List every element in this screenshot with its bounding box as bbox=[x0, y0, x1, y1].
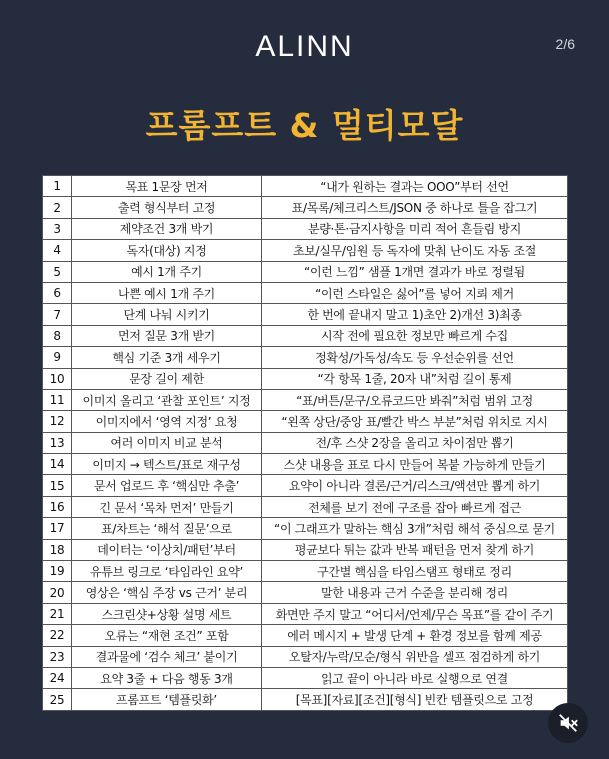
row-task: 이미지에서 ‘영역 지정’ 요청 bbox=[72, 411, 262, 432]
row-task: 데이터는 ‘이상치/패턴’부터 bbox=[72, 539, 262, 560]
row-number: 16 bbox=[43, 496, 72, 517]
row-task: 예시 1개 주기 bbox=[72, 261, 262, 282]
row-task: 제약조건 3개 박기 bbox=[72, 218, 262, 239]
table-row bbox=[43, 282, 568, 303]
table-row bbox=[43, 411, 568, 432]
table-row bbox=[43, 454, 568, 475]
row-description: 전/후 스샷 2장을 올리고 차이점만 뽑기 bbox=[262, 432, 568, 453]
table-row bbox=[43, 432, 568, 453]
row-task: 여러 이미지 비교 분석 bbox=[72, 432, 262, 453]
row-number: 8 bbox=[43, 325, 72, 346]
row-description: “이런 스타일은 싫어”를 넣어 지뢰 제거 bbox=[262, 282, 568, 303]
row-task: 영상은 ‘핵심 주장 vs 근거’ 분리 bbox=[72, 582, 262, 603]
row-description: 평균보다 튀는 값과 반복 패턴을 먼저 찾게 하기 bbox=[262, 539, 568, 560]
row-number: 23 bbox=[43, 646, 72, 667]
row-task: 핵심 기준 3개 세우기 bbox=[72, 347, 262, 368]
row-number: 6 bbox=[43, 282, 72, 303]
table-row bbox=[43, 625, 568, 646]
row-description: “이 그래프가 말하는 핵심 3개”처럼 해석 중심으로 묻기 bbox=[262, 518, 568, 539]
row-task: 독자(대상) 지정 bbox=[72, 240, 262, 261]
row-number: 11 bbox=[43, 389, 72, 410]
row-number: 2 bbox=[43, 197, 72, 218]
row-description: 화면만 주지 말고 “어디서/언제/무슨 목표”를 같이 주기 bbox=[262, 603, 568, 624]
row-number: 7 bbox=[43, 304, 72, 325]
row-task: 이미지 올리고 ‘관찰 포인트’ 지정 bbox=[72, 389, 262, 410]
table-row bbox=[43, 261, 568, 282]
table-row bbox=[43, 496, 568, 517]
row-number: 22 bbox=[43, 625, 72, 646]
row-description: 말한 내용과 근거 수준을 분리해 정리 bbox=[262, 582, 568, 603]
row-task: 단계 나눠 시키기 bbox=[72, 304, 262, 325]
row-number: 3 bbox=[43, 218, 72, 239]
row-task: 결과물에 ‘검수 체크’ 붙이기 bbox=[72, 646, 262, 667]
page-title: 프롬프트 & 멀티모달 bbox=[145, 106, 464, 145]
row-description: [목표][자료][조건][형식] 빈칸 템플릿으로 고정 bbox=[262, 689, 568, 711]
row-number: 20 bbox=[43, 582, 72, 603]
row-number: 5 bbox=[43, 261, 72, 282]
row-description: “내가 원하는 결과는 OOO”부터 선언 bbox=[262, 176, 568, 197]
row-description: 에러 메시지 + 발생 단계 + 환경 정보를 함께 제공 bbox=[262, 625, 568, 646]
row-description: 스샷 내용을 표로 다시 만들어 복붙 가능하게 만들기 bbox=[262, 454, 568, 475]
row-task: 요약 3줄 + 다음 행동 3개 bbox=[72, 667, 262, 688]
row-task: 유튜브 링크로 ‘타임라인 요약’ bbox=[72, 561, 262, 582]
row-task: 목표 1문장 먼저 bbox=[72, 176, 262, 197]
row-description: 읽고 끝이 아니라 바로 실행으로 연결 bbox=[262, 667, 568, 688]
row-task: 이미지 → 텍스트/표로 재구성 bbox=[72, 454, 262, 475]
table-row bbox=[43, 389, 568, 410]
row-number: 10 bbox=[43, 368, 72, 389]
table-row bbox=[43, 218, 568, 239]
row-number: 25 bbox=[43, 689, 72, 711]
row-number: 21 bbox=[43, 603, 72, 624]
row-task: 스크린샷+상황 설명 세트 bbox=[72, 603, 262, 624]
row-task: 프롬프트 ‘템플릿화’ bbox=[72, 689, 262, 711]
row-task: 오류는 “재현 조건” 포함 bbox=[72, 625, 262, 646]
row-number: 4 bbox=[43, 240, 72, 261]
row-number: 14 bbox=[43, 454, 72, 475]
row-description: “이런 느낌” 샘플 1개면 결과가 바로 정렬됨 bbox=[262, 261, 568, 282]
row-number: 9 bbox=[43, 347, 72, 368]
table-row bbox=[43, 689, 568, 711]
row-number: 15 bbox=[43, 475, 72, 496]
tips-table-container bbox=[42, 175, 568, 711]
table-row bbox=[43, 667, 568, 688]
row-description: 구간별 핵심을 타임스탬프 형태로 정리 bbox=[262, 561, 568, 582]
row-task: 표/차트는 ‘해석 질문’으로 bbox=[72, 518, 262, 539]
row-description: 전체를 보기 전에 구조를 잡아 빠르게 접근 bbox=[262, 496, 568, 517]
row-description: “표/버튼/문구/오류코드만 봐줘”처럼 범위 고정 bbox=[262, 389, 568, 410]
row-description: 분량·톤·금지사항을 미리 적어 흔들림 방지 bbox=[262, 218, 568, 239]
table-row bbox=[43, 603, 568, 624]
row-number: 1 bbox=[43, 176, 72, 197]
row-number: 24 bbox=[43, 667, 72, 688]
row-task: 문서 업로드 후 ‘핵심만 추출’ bbox=[72, 475, 262, 496]
table-row bbox=[43, 539, 568, 560]
row-number: 19 bbox=[43, 561, 72, 582]
row-task: 먼저 질문 3개 받기 bbox=[72, 325, 262, 346]
row-number: 13 bbox=[43, 432, 72, 453]
row-number: 18 bbox=[43, 539, 72, 560]
table-row bbox=[43, 646, 568, 667]
table-row bbox=[43, 176, 568, 197]
row-task: 긴 문서 ‘목차 먼저’ 만들기 bbox=[72, 496, 262, 517]
table-row bbox=[43, 368, 568, 389]
table-row bbox=[43, 240, 568, 261]
speaker-muted-icon bbox=[557, 712, 579, 734]
row-description: 오탈자/누락/모순/형식 위반을 셀프 점검하게 하기 bbox=[262, 646, 568, 667]
row-description: 시작 전에 필요한 정보만 빠르게 수집 bbox=[262, 325, 568, 346]
page-indicator: 2/6 bbox=[555, 36, 575, 52]
table-row bbox=[43, 347, 568, 368]
row-task: 출력 형식부터 고정 bbox=[72, 197, 262, 218]
row-task: 문장 길이 제한 bbox=[72, 368, 262, 389]
row-description: 초보/실무/임원 등 독자에 맞춰 난이도 자동 조절 bbox=[262, 240, 568, 261]
row-description: 정확성/가독성/속도 등 우선순위를 선언 bbox=[262, 347, 568, 368]
mute-button[interactable] bbox=[548, 703, 588, 743]
row-description: “각 항목 1줄, 20자 내”처럼 길이 통제 bbox=[262, 368, 568, 389]
row-number: 17 bbox=[43, 518, 72, 539]
row-description: “왼쪽 상단/중앙 표/빨간 박스 부분”처럼 위치로 지시 bbox=[262, 411, 568, 432]
row-description: 표/목록/체크리스트/JSON 중 하나로 틀을 잡그기 bbox=[262, 197, 568, 218]
table-row bbox=[43, 561, 568, 582]
row-task: 나쁜 예시 1개 주기 bbox=[72, 282, 262, 303]
table-row bbox=[43, 518, 568, 539]
tips-table bbox=[42, 175, 568, 711]
tips-table-body bbox=[43, 176, 568, 711]
row-number: 12 bbox=[43, 411, 72, 432]
row-description: 요약이 아니라 결론/근거/리스크/액션만 뽑게 하기 bbox=[262, 475, 568, 496]
table-row bbox=[43, 325, 568, 346]
table-row bbox=[43, 582, 568, 603]
table-row bbox=[43, 197, 568, 218]
table-row bbox=[43, 304, 568, 325]
brand-logo: ALINN bbox=[255, 30, 354, 63]
row-description: 한 번에 끝내지 말고 1)초안 2)개선 3)최종 bbox=[262, 304, 568, 325]
table-row bbox=[43, 475, 568, 496]
